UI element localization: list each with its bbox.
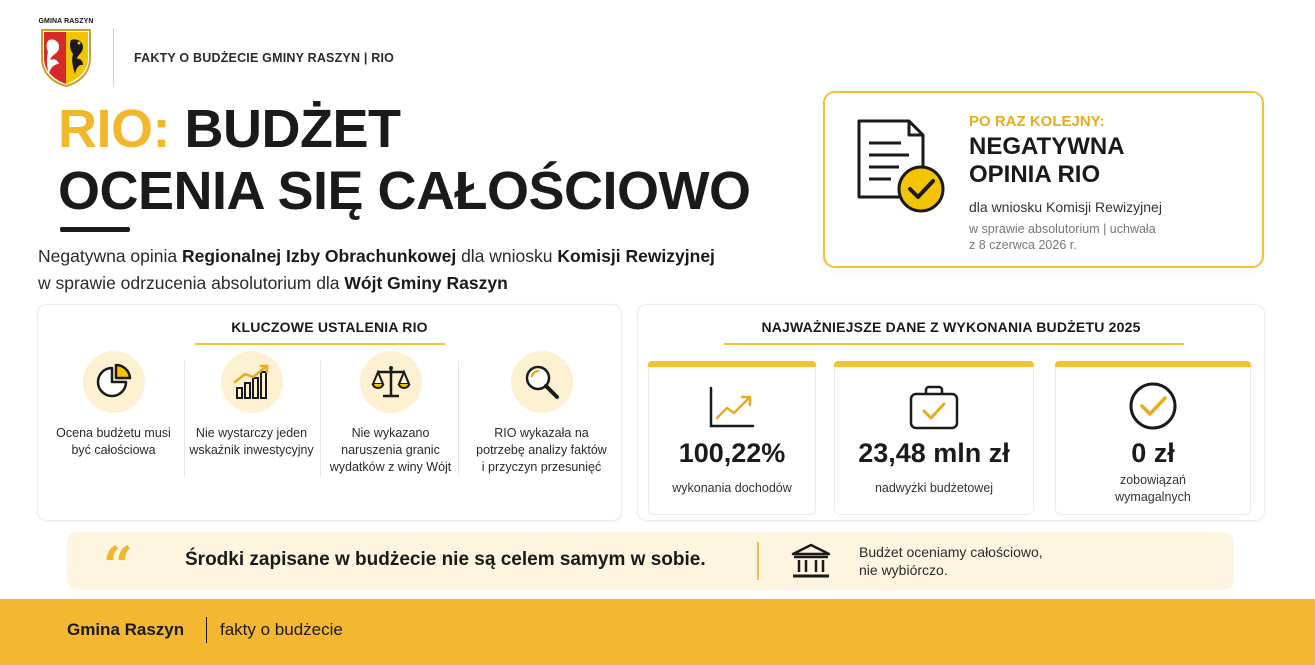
- opinion-heading-line2: OPINIA RIO: [969, 161, 1101, 188]
- finding-icon-circle: [511, 351, 573, 413]
- quote-side-text: [859, 543, 1043, 579]
- title-accent: RIO:: [58, 99, 170, 159]
- header-divider: [113, 28, 114, 86]
- key-findings-title: KLUCZOWE USTALENIA RIO: [231, 319, 428, 335]
- stat-card-accent-bar: [648, 361, 816, 367]
- opinion-heading-line1: NEGATYWNA: [969, 133, 1125, 160]
- quote-divider: [757, 542, 759, 580]
- finding-item: [46, 351, 181, 459]
- opinion-details-line1: w sprawie absolutorium | uchwała: [969, 222, 1156, 236]
- subtitle-bold-rio: Regionalnej Izby Obrachunkowej: [181, 246, 457, 266]
- stat-icon: [835, 384, 1033, 434]
- stat-label: wykonania dochodów: [672, 481, 792, 495]
- subtitle-bold-wojt: Wójt Gminy Raszyn: [344, 273, 508, 293]
- opinion-details: [969, 221, 1219, 253]
- stat-value: 23,48 mln zł: [858, 438, 1010, 468]
- finding-text: RIO wykazała na potrzebę analizy faktów i przyczyn przesunięć: [476, 426, 607, 474]
- footer-tagline: fakty o budżecie: [220, 620, 343, 639]
- finding-icon-circle: [83, 351, 145, 413]
- key-findings-title-underline: [195, 343, 445, 345]
- budget-data-panel: [637, 304, 1265, 521]
- finding-separator: [320, 361, 321, 476]
- stat-label-line2: wymagalnych: [1115, 490, 1191, 504]
- stat-label-line1: zobowiązań: [1119, 473, 1186, 487]
- stat-card-income: [648, 361, 816, 515]
- header-label: FAKTY O BUDŻECIE GMINY RASZYN | RIO: [134, 51, 395, 65]
- stat-value: 100,22%: [678, 438, 786, 468]
- stat-icon: [649, 384, 815, 430]
- growth-chart-icon: [231, 362, 273, 402]
- stat-card-liabilities: [1055, 361, 1251, 515]
- quote-bar: [67, 532, 1234, 597]
- scales-icon: [370, 362, 412, 402]
- finding-item: [184, 351, 319, 459]
- opinion-details-line2: z 8 czerwca 2026 r.: [969, 238, 1077, 252]
- municipality-crest: [38, 18, 94, 90]
- trend-up-icon: [707, 384, 757, 430]
- finding-separator: [458, 361, 459, 476]
- stat-card-surplus: [834, 361, 1034, 515]
- quote-side-line2: nie wybiórczo.: [859, 562, 948, 578]
- page-subtitle: [38, 243, 808, 297]
- pie-chart-icon: [94, 362, 134, 402]
- wallet-check-icon: [907, 384, 961, 434]
- quote-side-line1: Budżet oceniamy całościowo,: [859, 544, 1043, 560]
- footer: [0, 599, 1315, 665]
- subtitle-bold-commission: Komisji Rewizyjnej: [557, 246, 715, 266]
- title-line1: BUDŻET: [184, 99, 401, 159]
- budget-data-title-underline: [724, 343, 1184, 345]
- subtitle-text: w sprawie odrzucenia absolutorium dla: [38, 273, 345, 293]
- title-underline: [60, 227, 130, 232]
- institution-building-icon: [790, 542, 832, 580]
- stat-label: [1056, 472, 1250, 506]
- stat-card-accent-bar: [1055, 361, 1251, 367]
- finding-icon-circle: [221, 351, 283, 413]
- finding-text: Ocena budżetu musi być całościowa: [56, 426, 171, 457]
- budget-data-title: NAJWAŻNIEJSZE DANE Z WYKONANIA BUDŻETU 2025: [761, 319, 1141, 335]
- page-title: [58, 98, 751, 222]
- subtitle-text: Negatywna opinia: [38, 246, 182, 266]
- finding-text: Nie wykazano naruszenia granic wydatków z winy Wójt: [329, 426, 452, 474]
- stat-value: 0 zł: [1131, 438, 1175, 468]
- finding-icon-circle: [360, 351, 422, 413]
- opinion-description: dla wniosku Komisji Rewizyjnej: [969, 199, 1162, 215]
- footer-divider: [206, 617, 207, 643]
- opinion-heading: [969, 133, 1125, 189]
- finding-item: [323, 351, 458, 476]
- footer-brand: Gmina Raszyn: [67, 620, 185, 639]
- opinion-card: [823, 91, 1264, 268]
- document-check-icon: [855, 117, 951, 217]
- stat-card-accent-bar: [834, 361, 1034, 367]
- finding-item: [474, 351, 609, 476]
- stat-label: nadwyżki budżetowej: [874, 481, 994, 495]
- quote-text: Środki zapisane w budżecie nie są celem samym w sobie.: [185, 549, 706, 570]
- magnifier-icon: [522, 362, 562, 402]
- subtitle-text: dla wniosku: [456, 246, 558, 266]
- opinion-kicker: PO RAZ KOLEJNY:: [969, 113, 1105, 130]
- crest-caption: GMINA RASZYN: [38, 18, 94, 25]
- coat-of-arms-icon: [40, 28, 92, 88]
- title-line2: OCENIA SIĘ CAŁOŚCIOWO: [58, 161, 751, 221]
- quote-mark-icon: “: [103, 536, 133, 597]
- finding-text: Nie wystarczy jeden wskaźnik inwestycyjny: [189, 426, 314, 457]
- check-circle-icon: [1127, 380, 1179, 432]
- stat-icon: [1056, 380, 1250, 432]
- key-findings-panel: [37, 304, 622, 521]
